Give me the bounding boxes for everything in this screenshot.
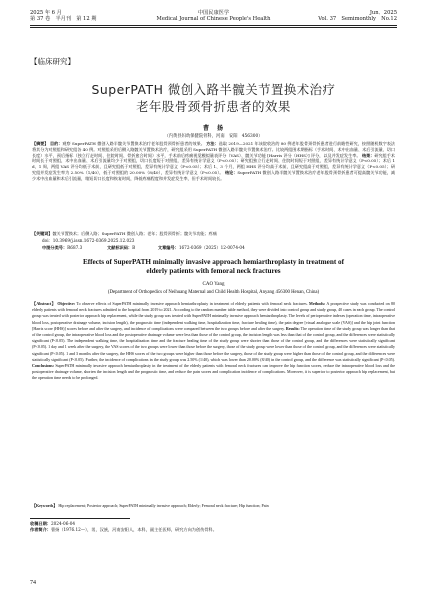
header-volume-en: Vol. 37 Semimonthly No.12 <box>318 16 397 22</box>
title-en-line1: Effects of SuperPATH minimally invasive approach hemiarthroplasty in treatment of <box>82 258 345 266</box>
doi-line: doi：10.3969/j.issn.1672-0369.2025.12.023 <box>42 238 135 243</box>
abstract-en-label: 【Abstract】 <box>32 301 56 306</box>
journal-name-cn: 中国民康医学 <box>197 10 230 16</box>
objective-en: To observe effects of SuperPATH minimally invasive approach hemiarthroplasty in treatment of elderly patients with femoral neck fractures. <box>76 301 308 306</box>
journal-name-en: Medical Journal of Chinese People's Health <box>156 16 271 22</box>
keywords-en-label: 【Keywords】 <box>32 503 58 508</box>
doc-code-label: 文献标识码： <box>106 245 133 250</box>
abstract-en <box>32 301 395 382</box>
header-rule <box>30 25 397 26</box>
result-cn: 研究组手术时间长于对照组，术中出血量、术后引流量均少于对照组，切口长度短于对照组，差异有统计学意义（P<0.05）；研究组独立行走时间、住院时间短于对照组，差异有统计学意义（P<0.05）；术后 1 d、1 周，两组 VAS 评分均低于术前，且研究组低于对照组，差异有统计学意义（P<0.05）；术后 1、3 个月，两组 HHS 评分均高于术前，且研究组高于对照组，差异有统计学意义（P<0.05）；研究组并发症发生率为 2.50%（1/40），低于对照组的 20.00%（8/40），差异有统计学意义（P<0.05）。 <box>32 152 395 175</box>
classification-line <box>42 245 245 251</box>
author-info-label: 作者简介： <box>30 527 51 532</box>
author-info-value: 曹扬（1976.12—），男，汉族，河南安阳人，本科，副主任医师，研究方向为创伤骨科。 <box>50 527 217 532</box>
conclusion-label-en: Conclusions: <box>32 363 55 369</box>
objective-cn: 观察 SuperPATH 微创入路半髋关节置换术治疗老年股骨颈骨折患者的效果。 <box>62 141 205 146</box>
article-number-label: 文章编号： <box>157 245 179 250</box>
doc-code-value: B <box>132 245 136 250</box>
keywords-cn-label: 【关键词】 <box>32 231 53 236</box>
footnote-rule <box>30 518 130 519</box>
keywords-cn <box>32 231 395 237</box>
header-date-en: Jun．2025 <box>369 10 397 16</box>
method-label-cn: 方法： <box>206 141 219 146</box>
author-en: CAO Yang <box>202 282 225 287</box>
author-cn: 曹 扬 <box>202 125 224 132</box>
affiliation-en: (Department of Orthopedics of Neihuang Maternal and Child Health Hospital, Anyang 456300 Henan, China) <box>107 290 320 295</box>
article-number-value: 1672-0369（2025）12-0074-04 <box>178 245 245 250</box>
page-number: 74 <box>30 580 36 586</box>
objective-label-cn: 目的： <box>49 141 63 146</box>
method-cn: 选取 2019—2021 年该院收治的 80 例老年股骨颈骨折患者进行前瞻性研究，按照随机数字表法将其分为对照组和研究组各 40 例。对照组采用后侧入路髋关节置换术治疗，研究组采用 SuperPATH 微创入路半髋关节置换术治疗。比较两组围术期指标（手术时间、术中出血量、术后引流量、切口长度）水平，预后指标（独立行走时间、住院时间、骨折愈合时间）水平，手术前后疼痛视觉模拟量表评分（VAS）、髋关节功能 [Harris 评分（HHS）] 评分，以及并发症发生率。 <box>32 141 396 158</box>
result-en: The operation time of the study group was longer than that of the control group, the intraoperative blood loss and the postoperative drainage volume were less than those of the control group, the incision length was less than that of the control group, and the differences were statistically significant (P<0.05). The independent walking time, the hospitalization time and the fracture healing time of the study group were shorter than those of the control group, and the differences were statistically significant (P<0.05). 1 day and 1 week after the surgery, the VAS scores of the two groups were lower than those before the surgery, those of the study group were lower than those of the control group, and the differences were statistically significant (P<0.05). 1 and 3 months after the surgery, the HHS scores of the two groups were higher than those before the surgery, those of the study group were higher than those of the control group, and the differences were statistically significant (P<0.05). Further, the incidence of complications in the study group was 2.50% (1/40), which was lower than 20.00% (8/40) in the control group, and the difference was statistically significant (P<0.05). <box>32 325 395 362</box>
abstract-cn-label: 【摘要】 <box>32 141 49 146</box>
title-cn-line2: 老年股骨颈骨折患者的效果 <box>136 99 291 114</box>
clc-value: R687.3 <box>67 245 83 250</box>
conclusion-en: SuperPATH minimally invasive approach hemiarthroplasty in the treatment of the elderly patients with femoral neck fractures can improve the hip function scores, reduce the intraoperative blood loss and the postoperative drainage volume, shorten the incision length and the prognostic time, and reduce the pain scores and complication incidence of complications. Moreover, it is superior to posterior approach hip replacement, but the operation time needs to be prolonged. <box>32 363 395 381</box>
result-label-cn: 结果： <box>361 152 375 158</box>
title-en-line2: elderly patients with femoral neck fractures <box>146 267 281 275</box>
title-cn-line1: SuperPATH 微创入路半髋关节置换术治疗 <box>91 82 336 97</box>
keywords-en <box>32 503 395 509</box>
affiliation-cn: （内黄县妇幼保健院骨科，河南 安阳 456300） <box>164 134 263 139</box>
conclusion-cn: SuperPATH 微创入路半髋关节置换术治疗老年股骨颈骨折患者可提高髋关节功能，减少术中出血量和术后引流量，缩短切口长度和恢复时间，降低疼痛程度和并发症发生率，但手术时间较长。 <box>32 169 396 181</box>
header-right <box>318 10 397 22</box>
keywords-cn-text: 髋关节置换术；后侧入路；SuperPATH 微创入路；老年；股骨颈骨折；髋关节功能；疼痛 <box>52 231 217 236</box>
method-label-en: Methods: <box>309 301 326 306</box>
clc-label: 中图分类号： <box>42 245 68 250</box>
title-en <box>0 258 427 276</box>
conclusion-label-cn: 结论： <box>224 169 238 175</box>
keywords-en-text: Hip replacement; Posterior approach; SuperPATH minimally invasive approach; Elderly; Femoral neck fracture; Hip function; Pain <box>58 503 269 508</box>
method-en: A prospective study was conducted on 80 elderly patients with femoral neck fractures admitted to the hospital from 2019 to 2021. According to the random number table method, they were divided into control group and study group, 40 cases in each group. The control group was treated with posterior approach hip replacement, while the study group was treated with SuperPATH minimally invasive approach hemiarthroplasty. The levels of perioperative indexes (operation time, intraoperative blood loss, postoperative drainage volume, incision length), the prognostic time (independent walking time, hospitalization time, fracture healing time), the pain degree [visual analogue scale (VAS)] and the hip joint function [Harris score (HHS)] scores before and after the surgery, and incidence of complications were compared between the two groups before and after the surgery. <box>32 301 395 331</box>
result-label-en: Results: <box>285 325 300 331</box>
header-date: 2025 年 6 月 <box>30 10 62 16</box>
received-value: 2024-06-04 <box>50 521 76 526</box>
received-label: 收稿日期： <box>30 521 51 526</box>
header-volume: 第 37 卷 半月刊 第 12 期 <box>30 16 97 22</box>
abstract-cn <box>32 141 395 182</box>
objective-label-en: Objective: <box>57 301 76 306</box>
section-label: 【临床研究】 <box>30 57 75 66</box>
author-info <box>30 527 217 533</box>
footnote <box>30 521 217 533</box>
